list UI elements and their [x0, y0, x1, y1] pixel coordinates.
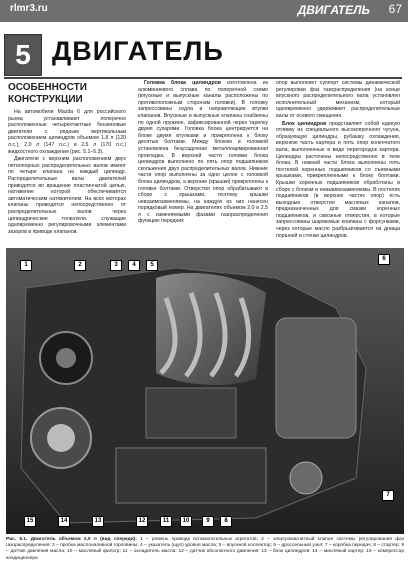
title-rule: [4, 77, 402, 79]
callout-2: 2: [74, 260, 86, 271]
callout-8: 8: [220, 516, 232, 527]
text-column-1: [8, 109, 126, 236]
text-column-2: [138, 80, 268, 226]
caption-title: Рис. 5.1. Двигатель объемом 2,0 л (вид спереди):: [6, 537, 137, 542]
subheading-text: ОСОБЕННОСТИ КОНСТРУКЦИИ: [8, 82, 87, 105]
paragraph: [276, 121, 400, 240]
figure-caption: [6, 537, 404, 562]
engine-illustration: [6, 248, 404, 534]
page-number: 67: [388, 2, 402, 16]
callout-3: 3: [110, 260, 122, 271]
callout-14: 14: [58, 516, 70, 527]
paragraph-lead: Головка блока цилиндров: [144, 80, 221, 86]
callout-13: 13: [92, 516, 104, 527]
paragraph: опор выполняет суппорт системы динамической регулировки фаз газораспределения (на конце впускного распределительного вала установлен исполнительный механизм, который одновременно удерживает распределительные валы от осевого смещения.: [276, 80, 400, 119]
paragraph-body: изготовлена из алюминиевого сплава по поперечной схеме (впускные и выпускные каналы расположены по противоположным сторонам головки). В головку запрессованы седла и направляющие втулки клапанов. Впускные и выпускные клапаны снабжены по одной пружине, зафиксированной через тарелку двумя сухарями. Головка блока центрируется на блоке двумя втулками и прикреплена к блоку десятью болтами. Между блоком и головкой установлена безусадочная металлоармированная прокладка. В верхней части головки блока цилиндров выполнено по пять опор подшипников скольжения двух распределительных валов. Нижние части опор выполнены за одно целое с головкой блока цилиндров, а верхние (крышки) прикреплены к головке болтами. Отверстия опор обрабатывают в сборе с крышками, поэтому крышки невзаимозаменяемы, на каждую из них нанесен порядковый номер. На двигателях объемом 2,0 и 2,5 л с изменяемыми фазами газораспределения функцию передних: [138, 80, 268, 225]
callout-15: 15: [24, 516, 36, 527]
chapter-number: 5: [4, 34, 42, 76]
paragraph-lead: Блок цилиндров: [282, 120, 327, 127]
callout-6: 6: [378, 254, 390, 265]
callout-11: 11: [160, 516, 172, 527]
engine-photo: [6, 248, 404, 534]
callout-4: 4: [128, 260, 140, 271]
callout-9: 9: [202, 516, 214, 527]
callout-7: 7: [382, 490, 394, 501]
paragraph: Двигатели с верхним расположением двух пятиопорных распределительных валов имеют по четыре клапана на каждый цилиндр. Распределительные валы двигателей приводятся во вращение пластинчатой цепью, натяжение которой обеспечивается автоматическим натяжителем. На всех моторах клапаны приводятся непосредственно от распределительных валов через цилиндрические толкатели, служащие одновременно регулировочными элементами зазоров в приводе клапанов.: [8, 156, 126, 235]
page-header: [0, 0, 408, 22]
site-label: rlmr3.ru: [10, 3, 48, 14]
callout-1: 1: [20, 260, 32, 271]
callout-12: 12: [136, 516, 148, 527]
chapter-title: ДВИГАТЕЛЬ: [52, 36, 224, 66]
paragraph: На автомобили Mazda 6 для российского рынка устанавливают поперечно расположенные четырехтактные бензиновые двигатели с рядным вертикальным расположением цилиндров объемом 1,8 л (120 л.с.), 2,0 л (147 л.с.) и 2,5 л (170 л.с.) жидкостного охлаждения (рис. 5.1–5.3).: [8, 109, 126, 155]
paragraph-body: представляет собой единую отливку из специального высокопрочного чугуна, образующую цилиндры, рубашку охлаждения, верхнюю часть картера и пять опор коленчатого вала, выполненных в виде перегородок картера. Цилиндры расточены непосредственно в теле блока. В нижней части блока выполнены пять постелей коренных подшипников со съемными крышками, прикрепленными к блоку болтами. Крышки коренных подшипников обработаны в сборе с блоком и невзаимозаменяемы. В постелях подшипников (в верхних частях опор) есть выходные отверстия масляных каналов, предназначенных для смазки коренных подшипников, и сквозные отверстия, в которые запрессованы шариковые клапаны с форсунками, через которые масло разбрызгивается на днища поршней и стенки цилиндров.: [276, 120, 400, 239]
text-column-3: [276, 80, 400, 240]
callout-5: 5: [146, 260, 158, 271]
paragraph: [138, 80, 268, 225]
callout-10: 10: [180, 516, 192, 527]
section-label: ДВИГАТЕЛЬ: [297, 3, 370, 17]
section-subheading: [8, 82, 118, 106]
caption-text: 1 – ремень привода вспомогательных агрегатов; 2 – электромагнитный клапан системы регулирования фаз газораспределения; 3 – пробка маслоналивной горловины; 4 – указатель (щуп) уровня масла; 5 – впускной коллектор; 6 – дроссельный узел; 7 – коробка передач; 8 – стартер; 9 – датчик давления масла; 10 – масляный фильтр; 11 – охладитель масла; 12 – датчик абсолютного давления; 13 – блок цилиндров; 14 – масляный картер; 15 – компрессор кондиционера: [6, 537, 404, 561]
